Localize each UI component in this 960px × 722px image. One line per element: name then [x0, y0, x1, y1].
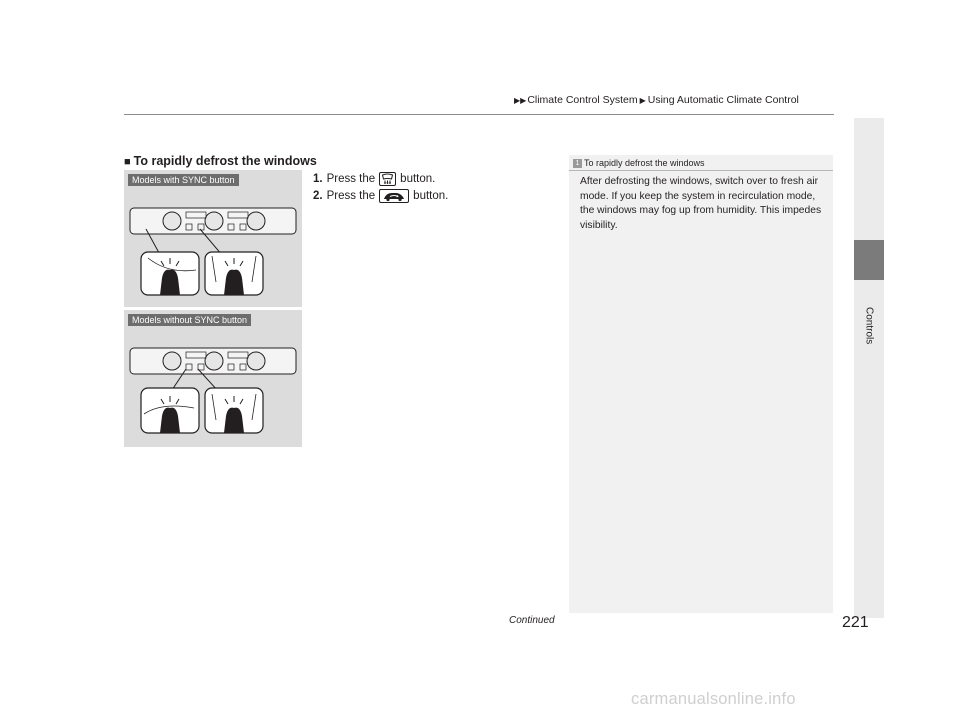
- section-heading-text: To rapidly defrost the windows: [133, 154, 317, 168]
- control-panel-illustration: [124, 170, 302, 307]
- square-bullet-icon: ■: [124, 156, 131, 168]
- header-rule: [124, 114, 834, 115]
- step-text: button.: [400, 172, 436, 185]
- step-item: [313, 187, 448, 204]
- figure-label: Models without SYNC button: [128, 314, 251, 326]
- side-tab-marker: [854, 240, 884, 280]
- figure-with-sync: [124, 170, 302, 307]
- steps-list: [313, 170, 448, 204]
- note-title: [573, 158, 705, 168]
- breadcrumb-item[interactable]: Using Automatic Climate Control: [647, 94, 799, 106]
- step-item: [313, 170, 448, 187]
- double-arrow-icon: ▶▶: [514, 95, 527, 105]
- defrost-icon: [379, 172, 396, 186]
- step-number: 2.: [313, 189, 323, 202]
- recirculation-icon: [379, 189, 409, 203]
- figure-label: Models with SYNC button: [128, 174, 239, 186]
- section-heading: [124, 154, 317, 168]
- note-divider: [569, 170, 833, 171]
- note-number-badge: 1: [573, 159, 582, 168]
- step-text: Press the: [326, 189, 376, 202]
- breadcrumb-item[interactable]: Climate Control System: [527, 94, 638, 106]
- step-number: 1.: [313, 172, 323, 185]
- step-text: Press the: [326, 172, 376, 185]
- step-text: button.: [413, 189, 449, 202]
- note-body: After defrosting the windows, switch over to fresh air mode. If you keep the system in recirculation mode, the windows may fog up from humidity. This impedes visibility.: [580, 176, 822, 231]
- figure-without-sync: [124, 310, 302, 447]
- continued-label: Continued: [509, 615, 555, 626]
- side-tab-bar: [854, 118, 884, 618]
- control-panel-illustration: [124, 310, 302, 447]
- arrow-icon: ▶: [639, 95, 646, 105]
- side-tab-label[interactable]: Controls: [863, 307, 875, 345]
- page-number: 221: [842, 614, 869, 631]
- breadcrumb: [514, 94, 799, 106]
- note-title-text: To rapidly defrost the windows: [584, 158, 705, 168]
- watermark: carmanualsonline.info: [631, 690, 796, 708]
